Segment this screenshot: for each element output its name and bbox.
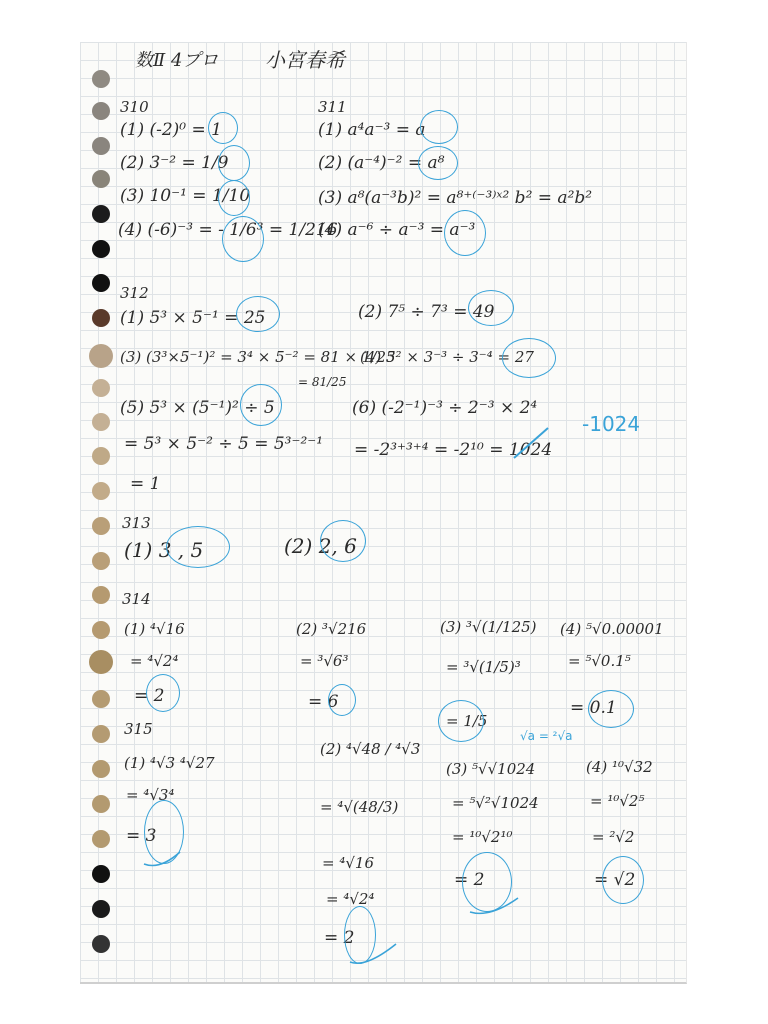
problem-number-315: 315: [124, 720, 153, 738]
answer-line: = 6: [308, 692, 339, 712]
problem-number-310: 310: [120, 98, 149, 116]
correction-text: -1024: [582, 412, 641, 436]
answer-line: = ³√(1/5)³: [446, 658, 521, 676]
problem-number-311: 311: [318, 98, 347, 116]
correction-note: √a = ²√a: [520, 729, 573, 743]
answer-line: (2) 7⁵ ÷ 7³ = 49: [358, 302, 495, 322]
answer-line: = ⁴√2⁴: [130, 652, 179, 670]
answer-line: (2) 3⁻² = 1/9: [120, 153, 229, 173]
answer-line: (4) a⁻⁶ ÷ a⁻³ = a⁻³: [318, 220, 476, 240]
answer-line: (2) 2, 6: [284, 534, 357, 558]
answer-line: (1) (-2)⁰ = 1: [120, 120, 222, 140]
answer-line: = -2³⁺³⁺⁴ = -2¹⁰ = 1024: [354, 440, 553, 460]
answer-line: (5) 5³ × (5⁻¹)² ÷ 5: [120, 398, 275, 418]
problem-number-314: 314: [122, 590, 151, 608]
answer-line: (1) ⁴√3 ⁴√27: [124, 754, 215, 772]
answer-line: = ¹⁰√2¹⁰: [452, 828, 513, 846]
answer-line: (1) ⁴√16: [124, 620, 185, 638]
answer-line: = ⁴√(48/3): [320, 798, 399, 816]
answer-line: (3) a⁸(a⁻³b)² = a⁸⁺⁽⁻³⁾ˣ² b² = a²b²: [318, 188, 593, 208]
answer-line: = 81/25: [298, 375, 347, 389]
answer-line: (3) (3³×5⁻¹)² = 3⁴ × 5⁻² = 81 × 1/25: [120, 348, 396, 366]
answer-line: = 1/5: [446, 712, 488, 730]
answer-line: = ⁵√0.1⁵: [568, 652, 631, 670]
check-tail: [144, 852, 180, 866]
answer-line: (2) ⁴√48 / ⁴√3: [320, 740, 421, 758]
answer-line: = 2: [454, 870, 485, 890]
answer-line: (3) 10⁻¹ = 1/10: [120, 186, 251, 206]
answer-line: (1) 3 , 5: [124, 538, 204, 562]
answer-line: (4) 3² × 3⁻³ ÷ 3⁻⁴ = 27: [360, 348, 534, 366]
answer-line: (2) (a⁻⁴)⁻² = a⁸: [318, 153, 445, 173]
answer-line: = ⁴√2⁴: [326, 890, 375, 908]
answer-line: = √2: [594, 870, 636, 890]
answer-line: = ³√6³: [300, 652, 349, 670]
header-subject: 数Ⅱ 4プロ: [135, 50, 219, 71]
answer-line: (2) ³√216: [296, 620, 367, 638]
answer-line: (1) a⁴a⁻³ = a: [318, 120, 426, 140]
answer-line: = 0.1: [570, 698, 617, 718]
correction-slash: [514, 428, 548, 458]
answer-line: (4) ⁵√0.00001: [560, 620, 664, 638]
answer-line: = ¹⁰√2⁵: [590, 792, 645, 810]
answer-line: (3) ³√(1/125): [440, 618, 537, 636]
answer-line: = 2: [134, 686, 165, 706]
check-tail: [350, 944, 396, 963]
answer-line: (4) (-6)⁻³ = - 1/6³ = 1/216: [118, 220, 338, 240]
check-tail: [470, 898, 518, 913]
answer-line: (1) 5³ × 5⁻¹ = 25: [120, 308, 266, 328]
answer-line: (6) (-2⁻¹)⁻³ ÷ 2⁻³ × 2⁴: [352, 398, 538, 418]
header-name: 小宮春希: [265, 48, 345, 72]
answer-line: = ⁴√3⁴: [126, 786, 175, 804]
answer-line: = 3: [126, 826, 157, 846]
answer-line: = 5³ × 5⁻² ÷ 5 = 5³⁻²⁻¹: [124, 434, 324, 454]
answer-line: = 1: [130, 474, 161, 494]
answer-line: (3) ⁵√√1024: [446, 760, 536, 778]
answer-line: = ²√2: [592, 828, 635, 846]
problem-number-312: 312: [120, 284, 149, 302]
answer-line: = ⁵√²√1024: [452, 794, 539, 812]
problem-number-313: 313: [122, 514, 151, 532]
answer-line: (4) ¹⁰√32: [586, 758, 653, 776]
answer-line: = ⁴√16: [322, 854, 374, 872]
answer-line: = 2: [324, 928, 355, 948]
